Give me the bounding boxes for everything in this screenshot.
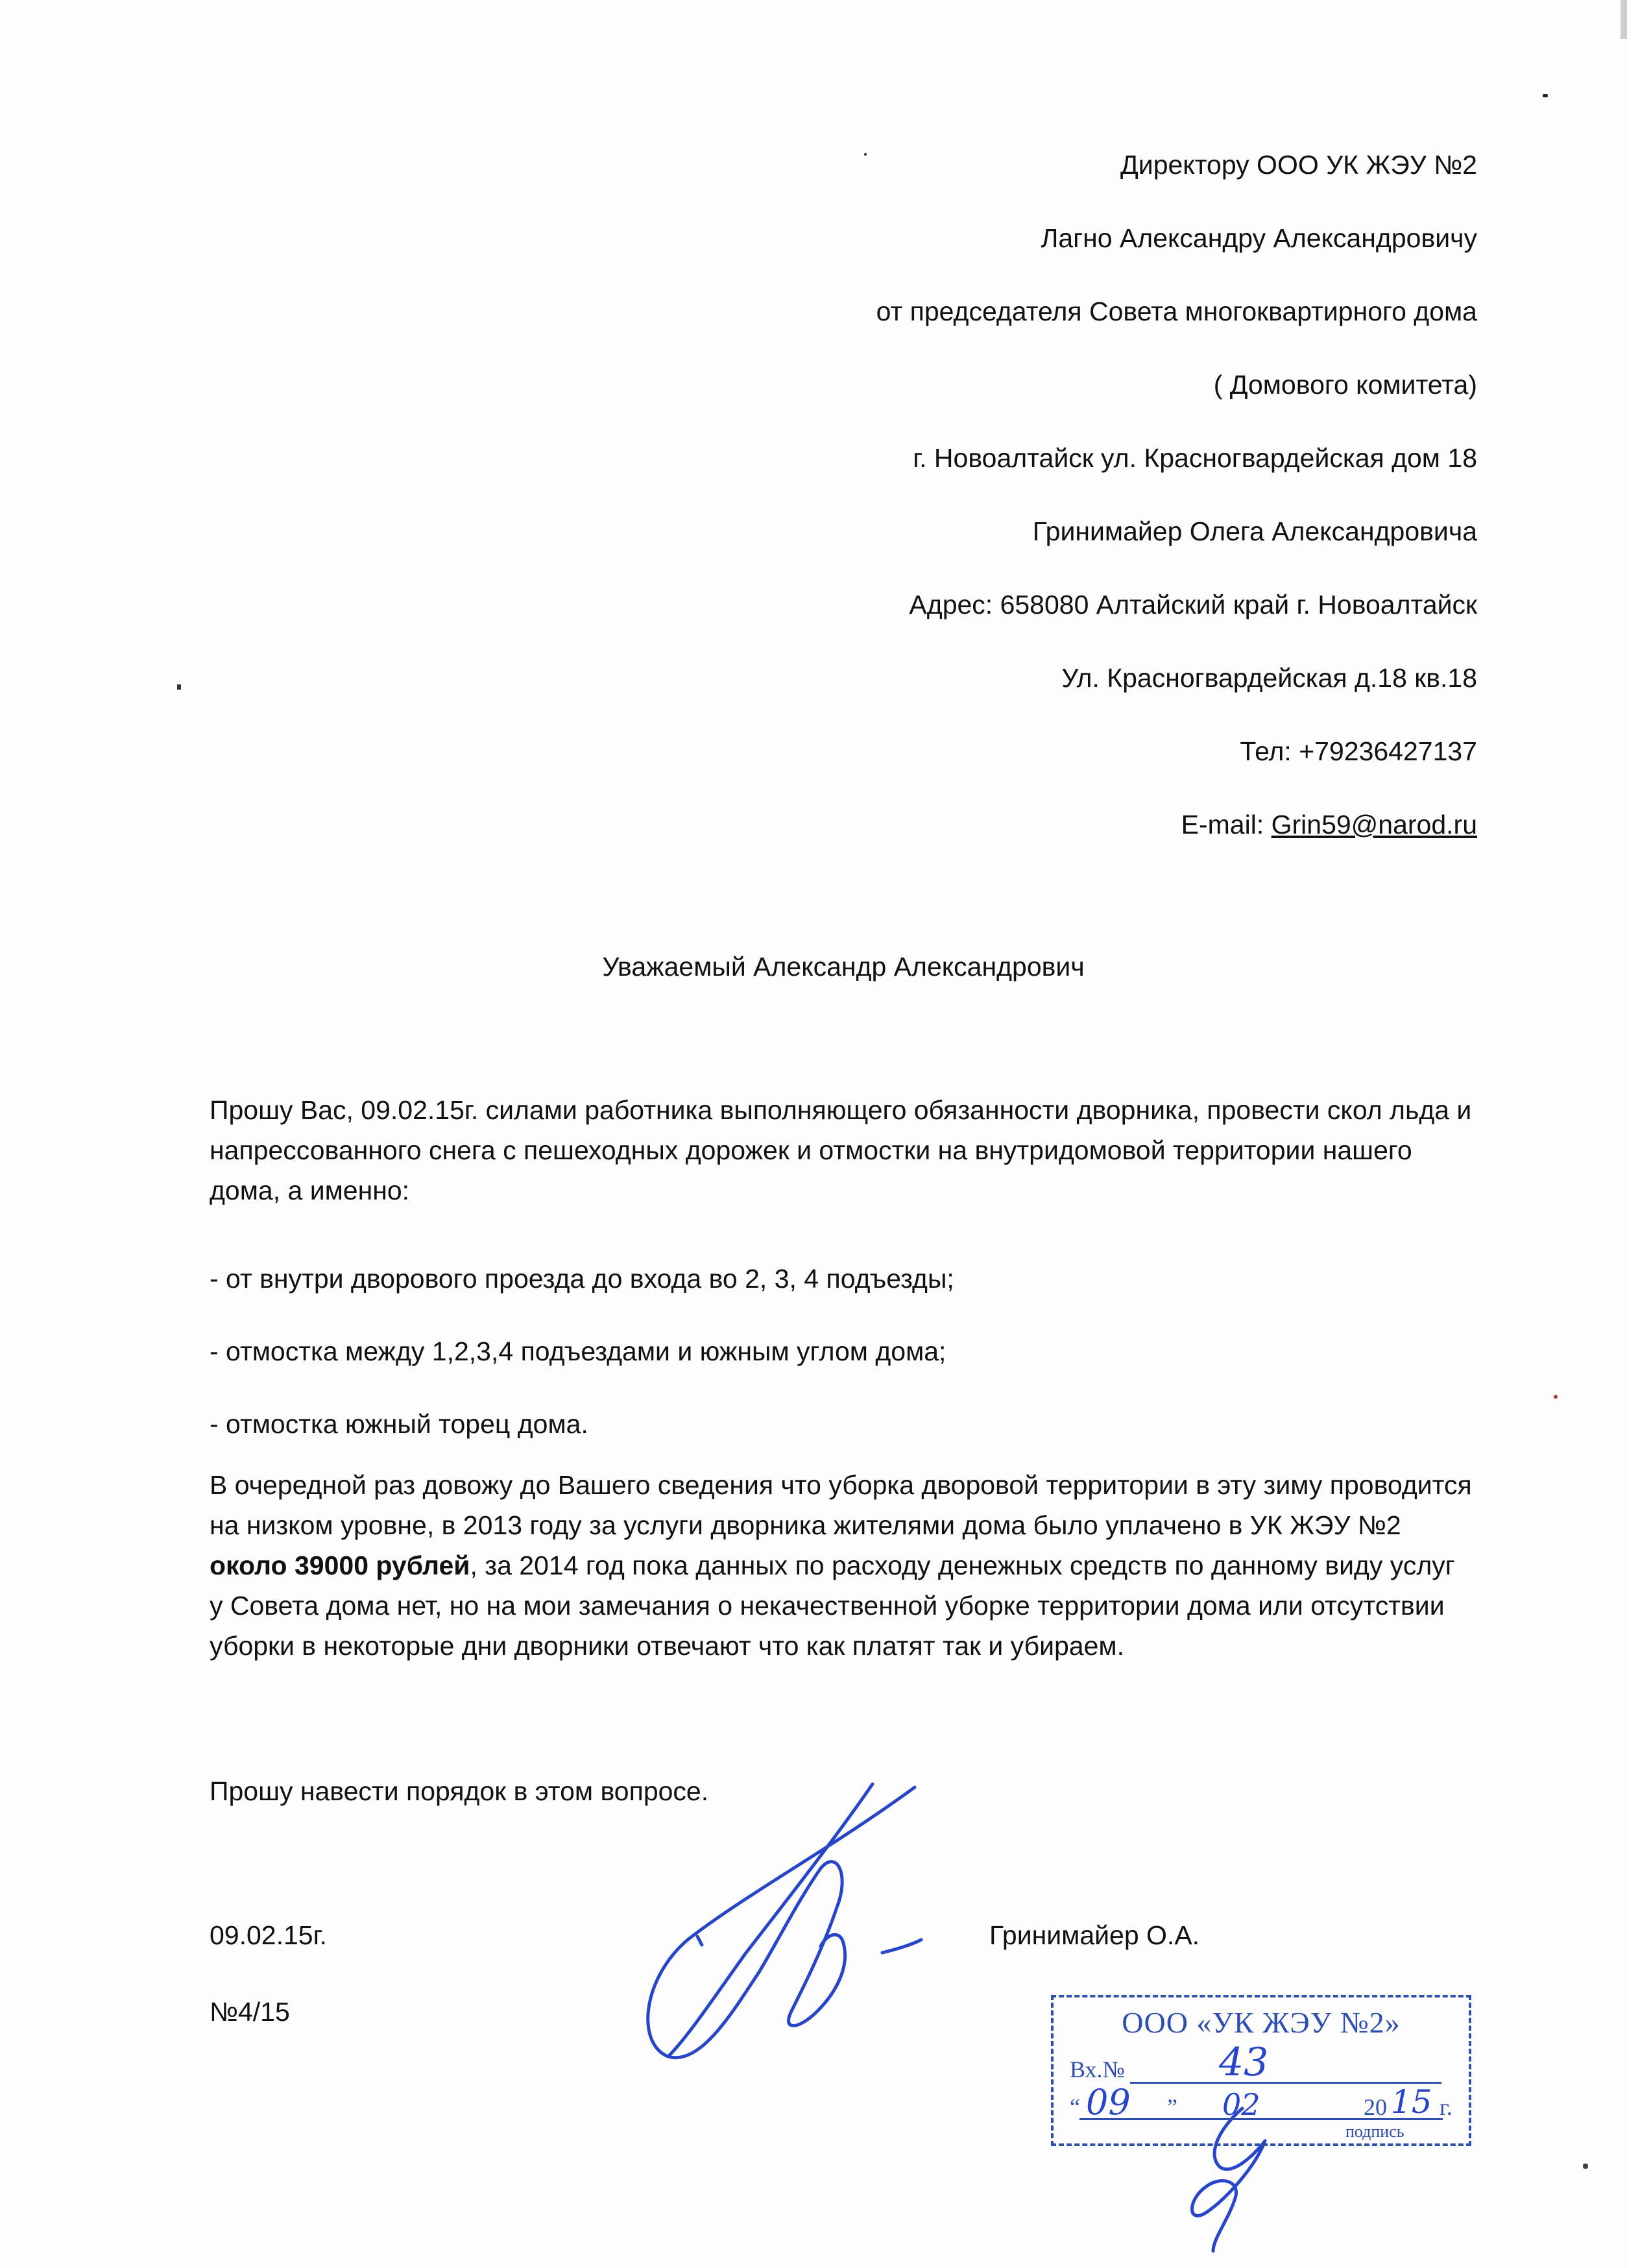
complaint-text-end: , за 2014 год пока данных по расходу денежных средств по данному виду услуг у Совета дома нет, но на мои замечания о некачественной уборке территории дома или отсутствии уборки в некоторые дни дворники отвечают что как платят так и убираем. [210,1550,1455,1661]
stamp-incoming-label: Вх.№ [1070,2057,1125,2082]
stamp-quote-open: “ [1070,2094,1080,2120]
header-phone: Тел: +79236427137 [1240,736,1477,766]
paragraph-closing: Прошу навести порядок в этом вопросе. [210,1776,709,1806]
header-sender-address: Адрес: 658080 Алтайский край г. Новоалтайск [909,590,1477,620]
header-sender-street: Ул. Красногвардейская д.18 кв.18 [1061,663,1477,693]
header-sender-role: от председателя Совета многоквартирного дома [876,296,1477,326]
stamp-month: 02 [1222,2087,1260,2122]
list-item-2: - отмостка между 1,2,3,4 подъездами и южным углом дома; [210,1336,946,1366]
stamp-year-prefix: 20 [1364,2094,1387,2120]
stamp-year-handwritten: 15 [1391,2083,1432,2121]
stamp-year-suffix: г. [1440,2094,1452,2120]
list-item-1: - от внутри дворового проезда до входа во 2, 3, 4 подъезды; [210,1264,954,1294]
stamp-signature-label: подпись [1345,2122,1404,2141]
header-sender-committee: ( Домового комитета) [1213,370,1477,400]
scan-speck [864,153,867,156]
scan-speck [1583,2164,1588,2169]
paragraph-request: Прошу Вас, 09.02.15г. силами работника выполняющего обязанности дворника, провести скол льда и напрессованного снега с пешеходных дорожек и отмостки на внутридомовой территории нашего дома, а именно: [210,1095,1472,1205]
list-item-3: - отмостка южный торец дома. [210,1409,588,1439]
header-sender-name: Гринимайер Олега Александровича [1032,516,1477,546]
scan-speck [1543,94,1548,97]
footer-signer: Гринимайер О.А. [989,1920,1200,1950]
registration-stamp [1051,1995,1471,2146]
salutation: Уважаемый Александр Александрович [602,952,1085,982]
footer-number: №4/15 [210,1997,290,2027]
complaint-text-start: В очередной раз довожу до Вашего сведения что уборка дворовой территории в эту зиму проводится на низком уровне, в 2013 году за услуги дворника жителями дома было уплачено в УК ЖЭУ №2 [210,1470,1472,1540]
header-sender-house: г. Новоалтайск ул. Красногвардейская дом 18 [913,443,1477,473]
scan-edge [1621,0,1627,39]
email-link[interactable]: Grin59@narod.ru [1271,810,1477,839]
stamp-incoming-number: 43 [1219,2040,1269,2085]
stamp-quote-close: ” [1167,2094,1177,2120]
stamp-date-line [1079,2118,1443,2120]
stamp-day: 09 [1086,2082,1131,2123]
scan-speck [177,684,181,690]
footer-date: 09.02.15г. [210,1920,327,1950]
scan-speck [1554,1395,1558,1399]
stamp-organization: ООО «УК ЖЭУ №2» [1122,2006,1401,2039]
complaint-amount: около 39000 рублей [210,1550,470,1580]
header-recipient-name: Лагно Александру Александровичу [1041,223,1477,253]
email-label: E-mail: [1181,810,1271,839]
header-recipient-title: Директору ООО УК ЖЭУ №2 [1120,150,1477,180]
